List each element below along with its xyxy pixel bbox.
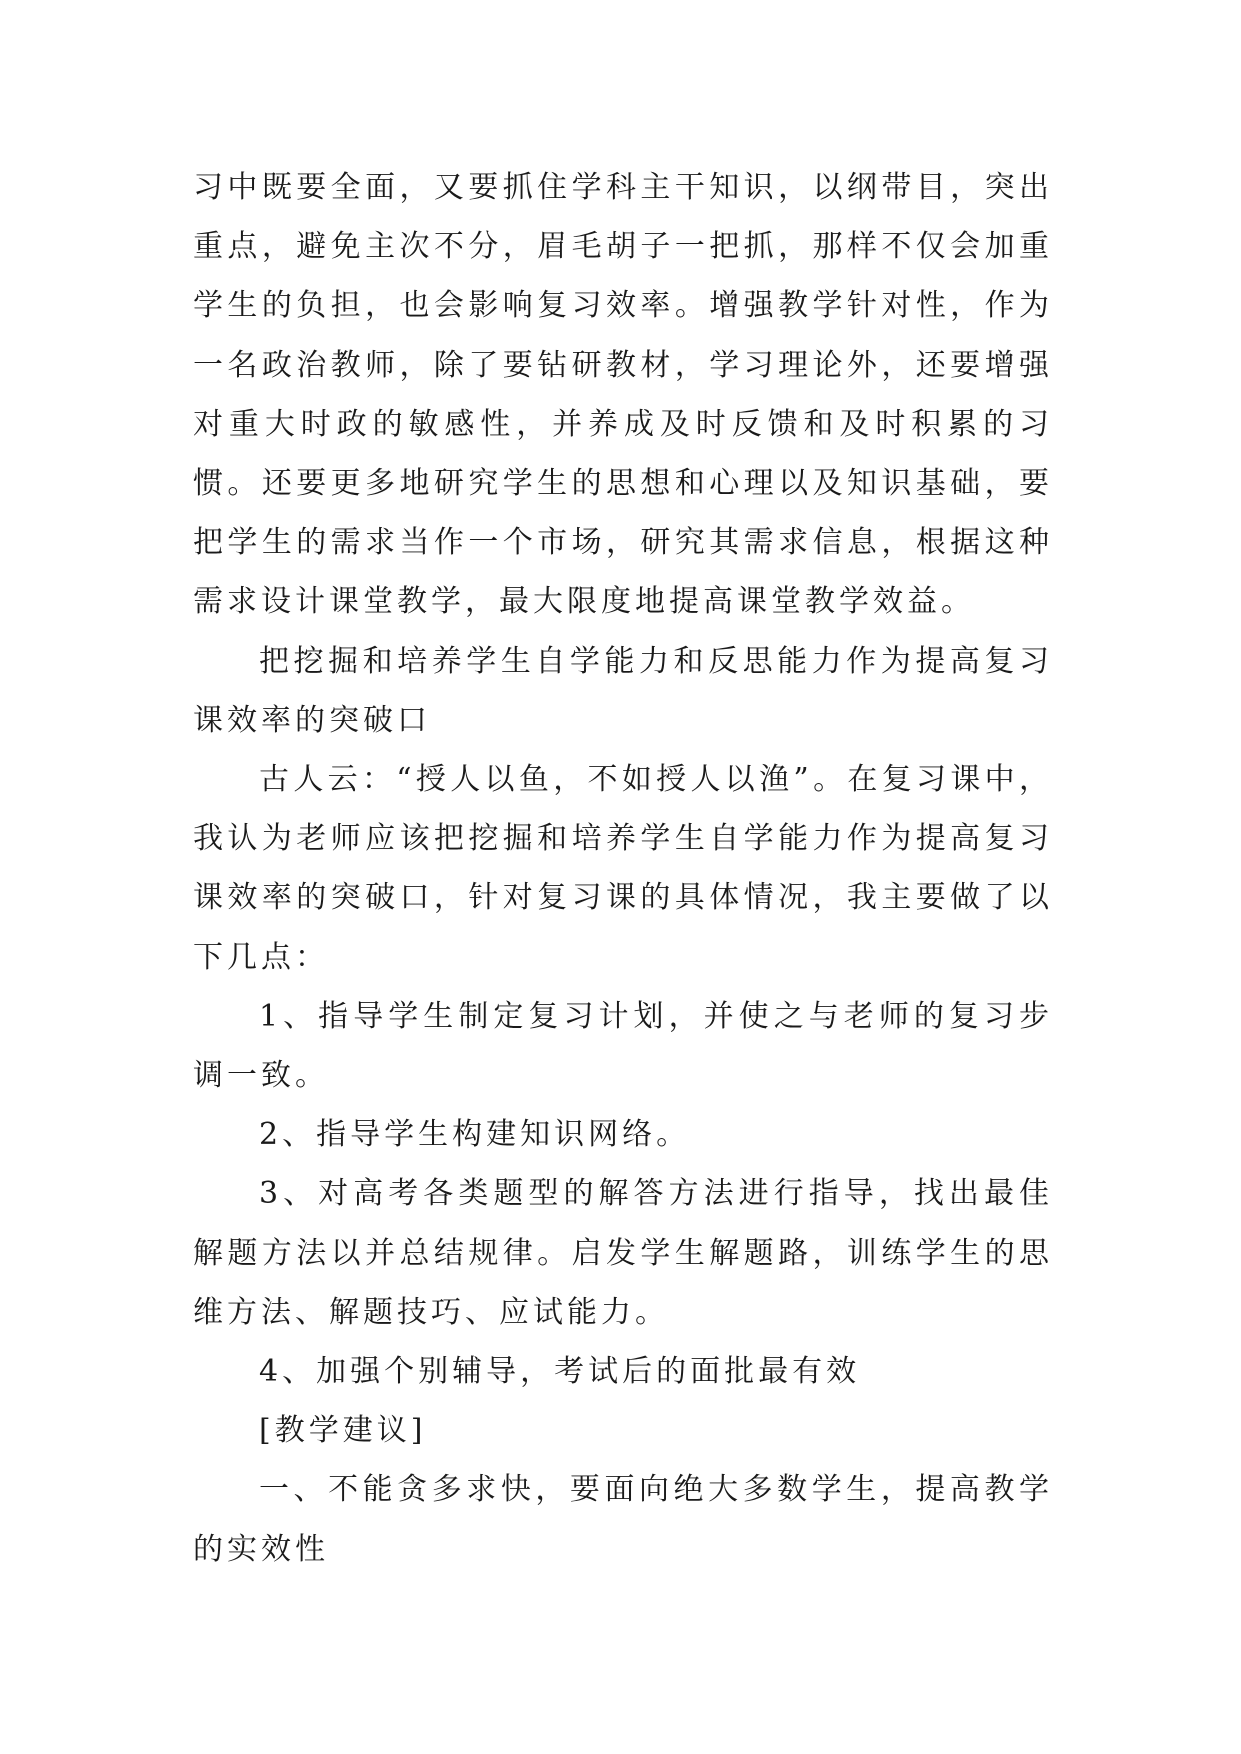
paragraph-ancient-saying: 古人云：“授人以鱼，不如授人以渔”。在复习课中，我认为老师应该把挖掘和培养学生自学能力作为提高复习课效率的突破口，针对复习课的具体情况，我主要做了以下几点： <box>193 762 1053 975</box>
document-body <box>193 158 1053 1579</box>
paragraph-review-focus: 习中既要全面，又要抓住学科主干知识，以纲带目，突出重点，避免主次不分，眉毛胡子一把抓，那样不仅会加重学生的负担，也会影响复习效率。增强教学针对性，作为一名政治教师，除了要钻研教材，学习理论外，还要增强对重大时政的敏感性，并养成及时反馈和及时积累的习惯。还要更多地研究学生的思想和心理以及知识基础，要把学生的需求当作一个市场，研究其需求信息，根据这种需求设计课堂教学，最大限度地提高课堂教学效益。 <box>193 170 1053 620</box>
section-heading-teaching-advice: [教学建议] <box>259 1413 427 1449</box>
list-item-3: 3、对高考各类题型的解答方法进行指导，找出最佳解题方法以并总结规律。启发学生解题路，训练学生的思维方法、解题技巧、应试能力。 <box>193 1176 1053 1330</box>
list-item-2: 2、指导学生构建知识网络。 <box>259 1117 691 1153</box>
list-item-4: 4、加强个别辅导，考试后的面批最有效 <box>259 1354 861 1390</box>
paragraph-breakthrough-heading: 把挖掘和培养学生自学能力和反思能力作为提高复习课效率的突破口 <box>193 643 1053 738</box>
paragraph-advice-1: 一、不能贪多求快，要面向绝大多数学生，提高教学的实效性 <box>193 1472 1053 1567</box>
list-item-1: 1、指导学生制定复习计划，并使之与老师的复习步调一致。 <box>193 998 1053 1094</box>
